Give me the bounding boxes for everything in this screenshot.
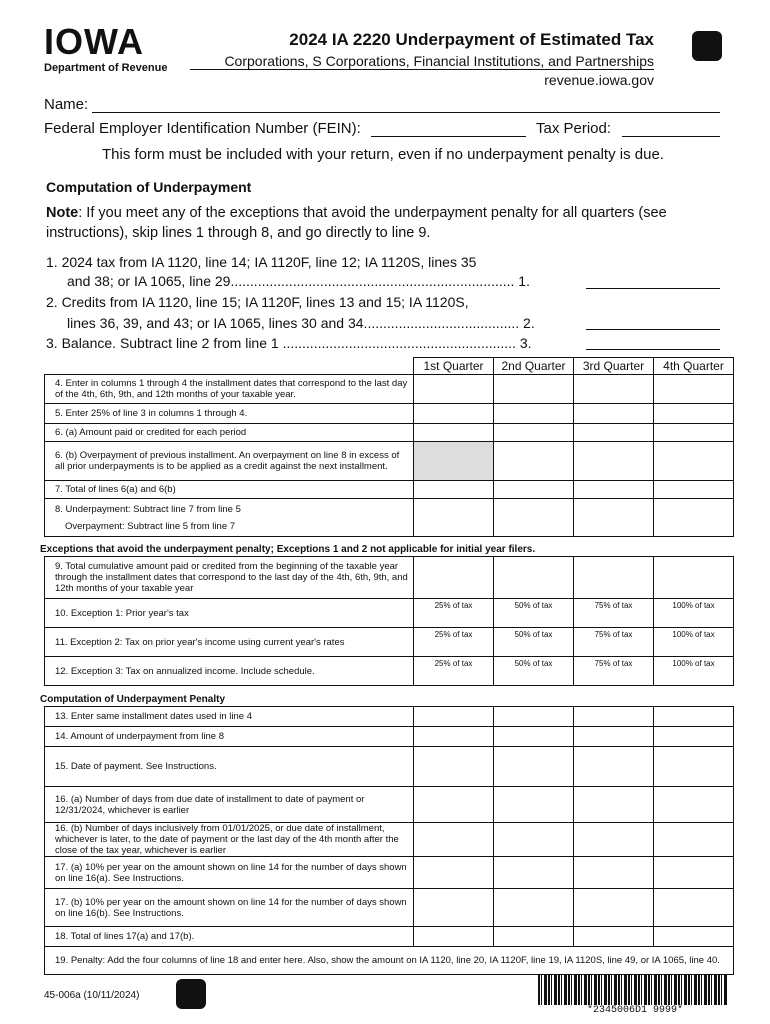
line4-row (45, 375, 734, 404)
line6b-label: 6. (b) Overpayment of previous installment. An overpayment on line 8 in excess of all prior underpayments is to be applied as a credit against the next installment. (45, 442, 414, 481)
line13-label: 13. Enter same installment dates used in line 4 (45, 707, 414, 727)
line9-label: 9. Total cumulative amount paid or credited from the beginning of the taxable year through the installment dates that correspond to the last day of the 4th, 6th, 9th, and 12th months of your taxable year (45, 557, 414, 599)
department-name: Department of Revenue (44, 62, 168, 74)
line17b-row (45, 889, 734, 927)
line2-field[interactable] (586, 329, 720, 330)
line1-field[interactable] (586, 288, 720, 289)
line17a-label: 17. (a) 10% per year on the amount shown on line 14 for the number of days shown on line 16(a). See Instructions. (45, 857, 414, 889)
penalty-table (44, 706, 734, 975)
line8-row (45, 499, 734, 537)
line3-field[interactable] (586, 349, 720, 350)
line17b-label: 17. (b) 10% per year on the amount shown on line 14 for the number of days shown on line 16(b). See Instructions. (45, 889, 414, 927)
pct-label[interactable]: 25% of tax (414, 657, 494, 686)
quarter-2-header: 2nd Quarter (494, 358, 574, 375)
fein-label: Federal Employer Identification Number (FEIN): (44, 120, 361, 137)
pct-label[interactable]: 75% of tax (574, 628, 654, 657)
line13-row (45, 707, 734, 727)
line2-text-b: lines 36, 39, and 43; or IA 1065, lines 30 and 34........................................ 2. (67, 315, 535, 331)
registration-mark-icon (176, 979, 206, 1009)
fein-field[interactable] (371, 136, 526, 137)
note-line1: Note: If you meet any of the exceptions that avoid the underpayment penalty for all quarters (see (46, 205, 667, 221)
line6a-row (45, 424, 734, 442)
registration-mark-icon (692, 31, 722, 61)
exceptions-table (44, 556, 734, 686)
line5-label: 5. Enter 25% of line 3 in columns 1 through 4. (45, 404, 414, 424)
pct-label[interactable]: 75% of tax (574, 599, 654, 628)
line14-label: 14. Amount of underpayment from line 8 (45, 727, 414, 747)
form-title: 2024 IA 2220 Underpayment of Estimated Tax (289, 30, 654, 49)
line9-row (45, 557, 734, 599)
line6b-row (45, 442, 734, 481)
line16a-label: 16. (a) Number of days from due date of installment to date of payment or 12/31/2024, whichever is earlier (45, 787, 414, 823)
note-line2: instructions), skip lines 1 through 8, and go directly to line 9. (46, 225, 431, 241)
pct-label[interactable]: 75% of tax (574, 657, 654, 686)
pct-label[interactable]: 25% of tax (414, 628, 494, 657)
line6a-label: 6. (a) Amount paid or credited for each period (45, 424, 414, 442)
pct-label[interactable]: 100% of tax (654, 657, 734, 686)
line1-text-b: and 38; or IA 1065, line 29......................................................................... 1. (67, 273, 530, 289)
line18-row (45, 927, 734, 947)
line2-text-a: 2. Credits from IA 1120, line 15; IA 1120F, lines 13 and 15; IA 1120S, (46, 294, 469, 310)
line15-row (45, 747, 734, 787)
tax-period-label: Tax Period: (536, 120, 612, 137)
barcode-number: *2345006D1 9999* (586, 1005, 683, 1016)
exceptions-heading: Exceptions that avoid the underpayment penalty; Exceptions 1 and 2 not applicable for initial year filers. (40, 544, 536, 555)
website: revenue.iowa.gov (544, 72, 654, 88)
line18-label: 18. Total of lines 17(a) and 17(b). (45, 927, 414, 947)
line10-label: 10. Exception 1: Prior year's tax (45, 599, 414, 628)
line16b-label: 16. (b) Number of days inclusively from 01/01/2025, or due date of installment, whichever is later, to the date of payment or the last day of the 4th month after the close of the tax year, whichever is earlier (45, 823, 414, 857)
penalty-heading: Computation of Underpayment Penalty (40, 694, 226, 705)
line8-label: 8. Underpayment: Subtract line 7 from line 5 Overpayment: Subtract line 5 from line 7 (45, 499, 414, 537)
line16b-row (45, 823, 734, 857)
name-label: Name: (44, 96, 89, 113)
computation-heading: Computation of Underpayment (46, 179, 252, 195)
line16a-row (45, 787, 734, 823)
line19-label: 19. Penalty: Add the four columns of line 18 and enter here. Also, show the amount on IA 1120, line 20, IA 1120F, line 19, IA 1120S, line 49, or IA 1065, line 40. (45, 947, 734, 975)
line1-text-a: 1. 2024 tax from IA 1120, line 14; IA 1120F, line 12; IA 1120S, lines 35 (46, 254, 477, 270)
line3-text: 3. Balance. Subtract line 2 from line 1 ............................................................ 3. (46, 335, 532, 351)
quarter-4-header: 4th Quarter (654, 358, 734, 375)
quarter-1-header: 1st Quarter (414, 358, 494, 375)
line12-label: 12. Exception 3: Tax on annualized income. Include schedule. (45, 657, 414, 686)
line5-row (45, 404, 734, 424)
pct-label[interactable]: 50% of tax (494, 599, 574, 628)
line4-label: 4. Enter in columns 1 through 4 the installment dates that correspond to the last day of the 4th, 6th, 9th, and 12th months of your taxable year. (45, 375, 414, 404)
pct-label[interactable]: 25% of tax (414, 599, 494, 628)
line12-row (45, 657, 734, 686)
line11-row (45, 628, 734, 657)
form-subtitle: Corporations, S Corporations, Financial Institutions, and Partnerships (190, 53, 654, 70)
line14-row (45, 727, 734, 747)
pct-label[interactable]: 50% of tax (494, 657, 574, 686)
line7-row (45, 481, 734, 499)
pct-label[interactable]: 100% of tax (654, 599, 734, 628)
pct-label[interactable]: 100% of tax (654, 628, 734, 657)
line15-label: 15. Date of payment. See Instructions. (45, 747, 414, 787)
line7-label: 7. Total of lines 6(a) and 6(b) (45, 481, 414, 499)
tax-period-field[interactable] (622, 136, 720, 137)
barcode-icon (538, 975, 728, 1005)
notice-text: This form must be included with your return, even if no underpayment penalty is due. (102, 146, 664, 163)
underpayment-table (44, 357, 734, 537)
shaded-cell (414, 442, 494, 481)
pct-label[interactable]: 50% of tax (494, 628, 574, 657)
quarter-3-header: 3rd Quarter (574, 358, 654, 375)
line11-label: 11. Exception 2: Tax on prior year's income using current year's rates (45, 628, 414, 657)
form-id: 45-006a (10/11/2024) (44, 990, 140, 1001)
name-field[interactable] (92, 112, 720, 113)
line10-row (45, 599, 734, 628)
line17a-row (45, 857, 734, 889)
line19-row (45, 947, 734, 975)
iowa-logo: IOWA (44, 21, 144, 62)
